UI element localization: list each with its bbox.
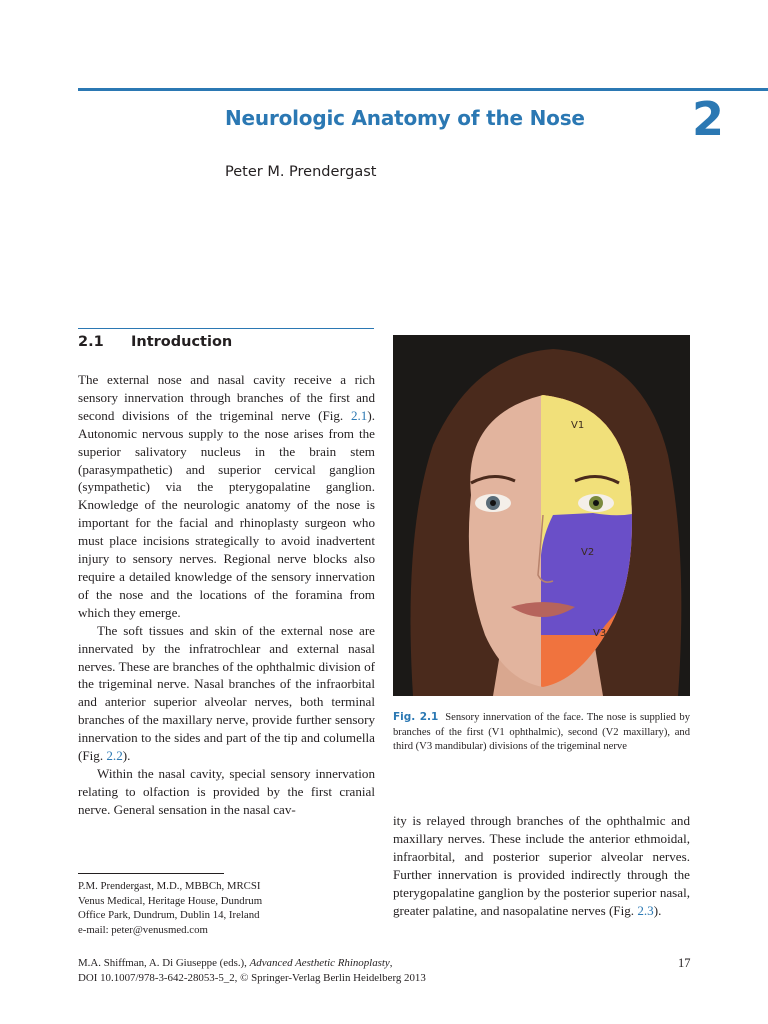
section-rule	[78, 328, 374, 329]
caption-label: Fig. 2.1	[393, 711, 439, 723]
label-v3: V3	[593, 628, 607, 639]
label-v2: V2	[581, 547, 595, 558]
section-title: Introduction	[131, 334, 233, 350]
fig-ref-2-2[interactable]: 2.2	[106, 748, 123, 764]
figure-2-1	[393, 335, 690, 696]
footnote-line: Venus Medical, Heritage House, Dundrum	[78, 894, 263, 907]
author-affiliation	[78, 879, 378, 937]
paragraph-1: The external nose and nasal cavity receive a rich sensory innervation through branches of the first and second divisions of the trigeminal nerve (Fig. 2.1). Autonomic nervous supply to the nose arises from the superior salivatory nucleus in the brain stem (parasympathetic) and superior cervical ganglion (sympathetic) via the pterygopalatine ganglion. Knowledge of the neurologic anatomy of the nose is important for the facial and rhinoplasty surgeon who must place incisions strategically to avoid inadvertent injury to sensory nerves. Regional nerve blocks also require a detailed knowledge of the sensory innervation of the nose and the locations of the foramina from which they emerge.	[78, 372, 375, 620]
label-v1: V1	[571, 420, 585, 431]
left-pupil	[490, 500, 496, 506]
figure-caption	[393, 710, 690, 755]
section-number: 2.1	[78, 334, 104, 350]
footnote-rule	[78, 873, 224, 874]
chapter-number: 2	[692, 92, 725, 146]
citation-doi: DOI 10.1007/978-3-642-28053-5_2, © Springer-Verlag Berlin Heidelberg 2013	[78, 972, 426, 984]
fig-ref-2-3[interactable]: 2.3	[637, 902, 654, 918]
fig-ref-2-1[interactable]: 2.1	[350, 407, 368, 423]
chapter-title: Neurologic Anatomy of the Nose	[225, 106, 585, 130]
right-column	[393, 812, 690, 919]
book-title: Advanced Aesthetic Rhinoplasty	[249, 957, 390, 969]
top-rule	[78, 88, 768, 91]
face-illustration	[393, 335, 690, 696]
left-column	[78, 371, 375, 819]
paragraph-4: ity is relayed through branches of the ophthalmic and maxillary nerves. These include the anterior ethmoidal, infraorbital, and posterior superior alveolar nerves. Further innervation is provided indirectly through the pterygopalatine ganglion by the posterior superior nasal, greater palatine, and nasopalatine nerves (Fig. 2.3).	[393, 813, 690, 918]
right-pupil	[593, 500, 599, 506]
page-number: 17	[678, 956, 691, 970]
author-name: Peter M. Prendergast	[225, 164, 377, 180]
footnote-line: P.M. Prendergast, M.D., MBBCh, MRCSI	[78, 880, 261, 892]
citation	[78, 956, 638, 986]
footnote-line: Office Park, Dundrum, Dublin 14, Ireland	[78, 909, 260, 922]
section-heading	[78, 334, 232, 350]
paragraph-2: The soft tissues and skin of the external nose are innervated by the infratrochlear and external nasal nerves. These are branches of the ophthalmic division of the trigeminal nerve. Nasal branches of the infraorbital and anterior superior alveolar nerves, both terminal branches of the maxillary nerve, provide further sensory innervation to the sides and part of the tip and columella (Fig. 2.2).	[78, 622, 375, 764]
paragraph-3: Within the nasal cavity, special sensory innervation relating to olfaction is provided by the first cranial nerve. General sensation in the nasal cav-	[78, 765, 375, 817]
citation-line-1: M.A. Shiffman, A. Di Giuseppe (eds.), Advanced Aesthetic Rhinoplasty,	[78, 957, 393, 969]
footnote-email[interactable]: e-mail: peter@venusmed.com	[78, 923, 208, 936]
caption-text: Sensory innervation of the face. The nose is supplied by branches of the first (V1 ophthalmic), second (V2 maxillary), and third (V3 mandibular) divisions of the trigeminal nerve	[393, 712, 690, 753]
